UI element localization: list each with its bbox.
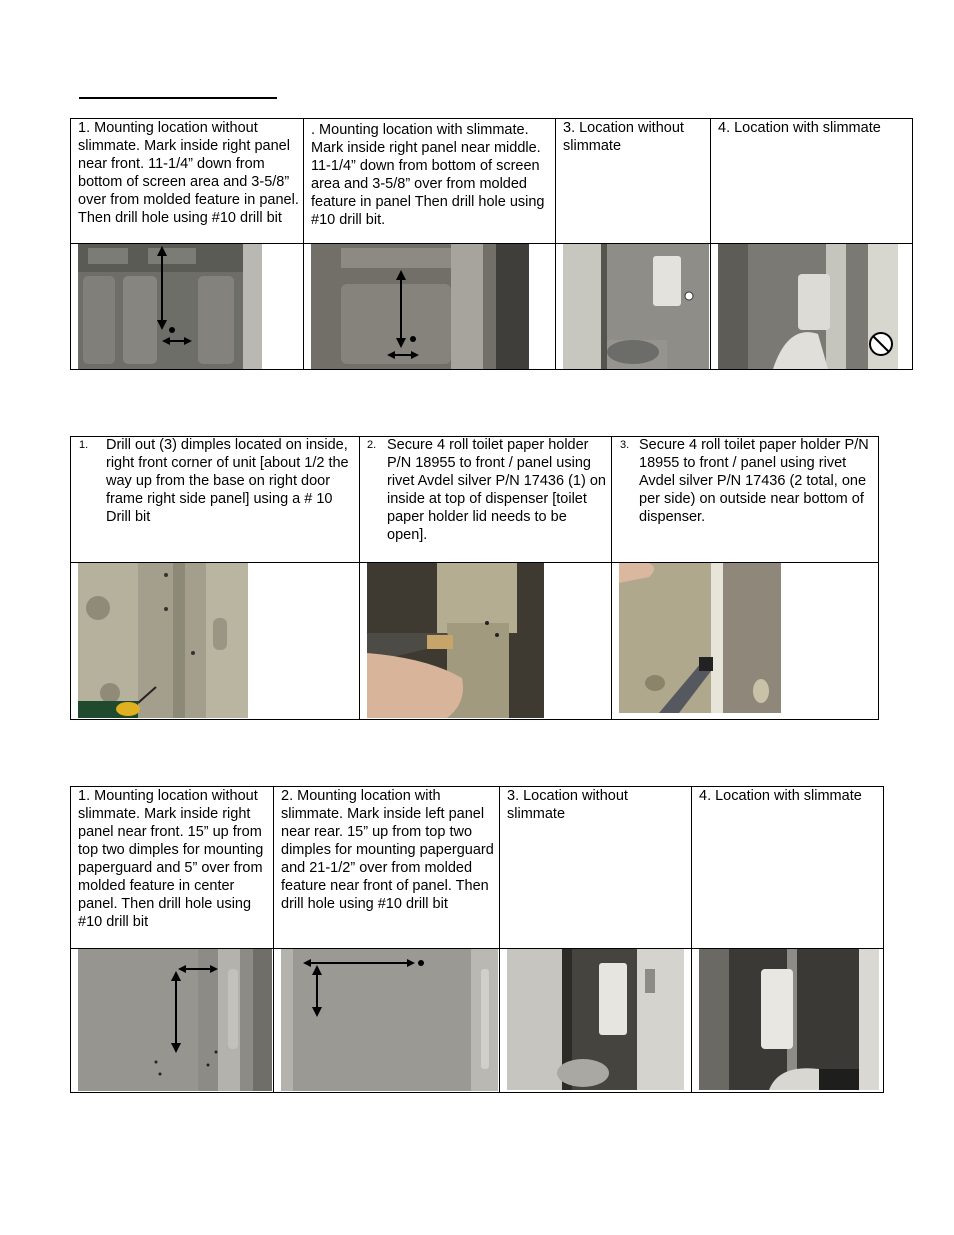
- step-3-number: 3.: [620, 439, 630, 451]
- cell-step-1-text: 1. Mounting location without slimmate. Mark inside right panel near front. 15” up from top two dimples for mounting paperguard and 5” over from molded feature in center panel. Then drill hole using #10 drill bit: [78, 788, 264, 930]
- section-3-paperguard-table: [70, 786, 884, 1093]
- cell-step-1-text: 1. Mounting location without slimmate. Mark inside right panel near front. 11-1/4” down from bottom of screen area and 3-5/8” over from molded feature in panel. Then drill hole using #10 drill bit: [78, 120, 299, 226]
- cell-step-2-text: 2. Mounting location with slimmate. Mark inside left panel near rear. 15” up from top two dimples for mounting paperguard and 21-1/2” over from molded feature near front of panel. Then drill hole using #10 drill bit: [281, 788, 494, 912]
- left-panel-marking-photo: [281, 949, 498, 1091]
- cell-step-4-text: 4. Location with slimmate: [699, 788, 862, 804]
- dispenser-without-slimmate-photo: [563, 244, 709, 369]
- drilling-dimples-photo: [78, 563, 248, 718]
- paperguard-with-slimmate-photo: [699, 949, 879, 1090]
- cell-step-4-text: 4. Location with slimmate: [718, 120, 881, 136]
- step-1-text: Drill out (3) dimples located on inside, right front corner of unit [about 1/2 the way up from the base on right door frame right side panel] using a # 10 Drill bit: [106, 437, 349, 525]
- step-3-text: Secure 4 roll toilet paper holder P/N 18955 to front / panel using rivet Avdel silver P/N 17436 (2 total, one per side) on outside near bottom of dispenser.: [639, 437, 869, 525]
- riveting-outside-photo: [619, 563, 781, 713]
- riveting-inside-photo: [367, 563, 544, 718]
- cell-step-3-text: 3. Location without slimmate: [563, 120, 684, 154]
- section-1-mounting-table: [70, 118, 913, 370]
- paperguard-without-slimmate-photo: [507, 949, 684, 1090]
- section-2-assembly-table: [70, 436, 879, 720]
- step-2-number: 2.: [367, 439, 377, 451]
- heading-underline: [79, 97, 277, 99]
- dispenser-with-slimmate-photo: [718, 244, 898, 369]
- cell-step-2-text: . Mounting location with slimmate. Mark inside right panel near middle. 11-1/4” down from bottom of screen area and 3-5/8” over from molded feature in panel Then drill hole using #10 drill bit.: [311, 122, 545, 228]
- panel-middle-photo: [311, 244, 529, 369]
- panel-front-photo: [78, 244, 262, 369]
- step-2-text: Secure 4 roll toilet paper holder P/N 18955 to front / panel using rivet Avdel silver P/N 17436 (1) on inside at top of dispenser [toilet paper holder lid needs to be open].: [387, 437, 606, 543]
- cell-step-3-text: 3. Location without slimmate: [507, 788, 628, 822]
- step-1-number: 1.: [79, 439, 89, 451]
- right-panel-marking-photo: [78, 949, 272, 1091]
